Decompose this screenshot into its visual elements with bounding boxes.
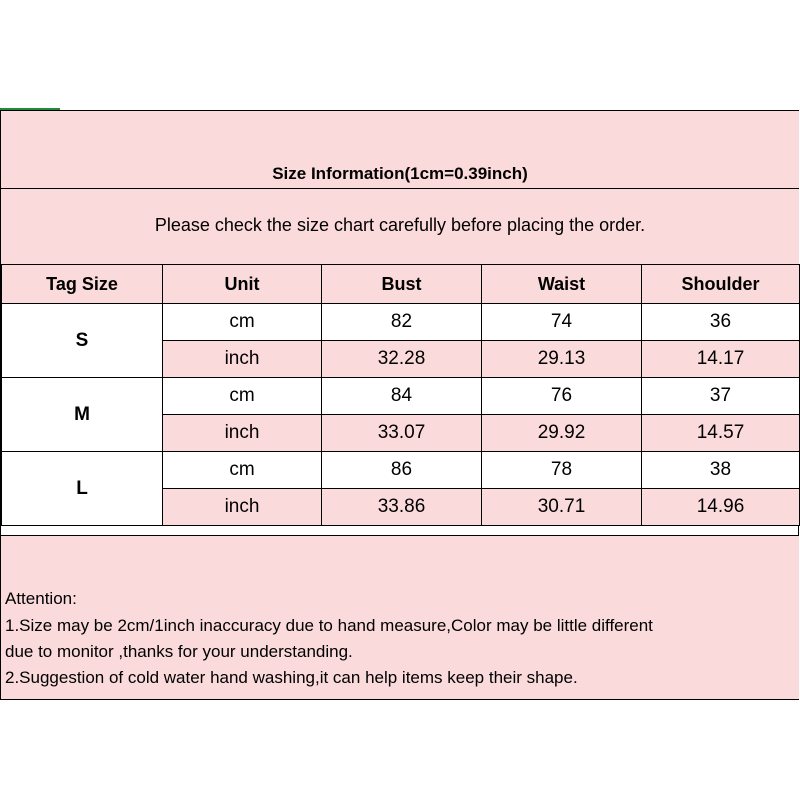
title-section	[1, 110, 799, 188]
unit-cell: cm	[163, 378, 322, 415]
waist-cell: 29.13	[482, 341, 642, 378]
header-bust: Bust	[322, 265, 482, 304]
chart-title: Size Information(1cm=0.39inch)	[272, 164, 528, 183]
shoulder-cell: 14.57	[642, 415, 800, 452]
tag-size-cell: M	[2, 378, 163, 452]
unit-cell: cm	[163, 304, 322, 341]
attention-section	[1, 587, 799, 699]
bust-cell: 33.86	[322, 489, 482, 526]
unit-cell: inch	[163, 341, 322, 378]
waist-cell: 74	[482, 304, 642, 341]
tag-size-cell: S	[2, 304, 163, 378]
header-waist: Waist	[482, 265, 642, 304]
bust-cell: 33.07	[322, 415, 482, 452]
shoulder-cell: 38	[642, 452, 800, 489]
bust-cell: 84	[322, 378, 482, 415]
size-table	[1, 264, 800, 526]
waist-cell: 78	[482, 452, 642, 489]
waist-cell: 30.71	[482, 489, 642, 526]
table-row	[2, 304, 800, 341]
size-chart	[0, 110, 799, 700]
attention-heading: Attention:	[5, 589, 77, 608]
shoulder-cell: 37	[642, 378, 800, 415]
waist-cell: 29.92	[482, 415, 642, 452]
unit-cell: cm	[163, 452, 322, 489]
chart-subtitle: Please check the size chart carefully before placing the order.	[154, 215, 646, 235]
bust-cell: 32.28	[322, 341, 482, 378]
waist-cell: 76	[482, 378, 642, 415]
header-tag-size: Tag Size	[2, 265, 163, 304]
attention-line-2: due to monitor ,thanks for your understanding.	[5, 642, 353, 661]
tag-size-cell: L	[2, 452, 163, 526]
table-header-row	[2, 265, 800, 304]
header-shoulder: Shoulder	[642, 265, 800, 304]
bust-cell: 86	[322, 452, 482, 489]
attention-line-3: 2.Suggestion of cold water hand washing,it can help items keep their shape.	[5, 668, 578, 687]
shoulder-cell: 36	[642, 304, 800, 341]
shoulder-cell: 14.96	[642, 489, 800, 526]
table-row	[2, 452, 800, 489]
bust-cell: 82	[322, 304, 482, 341]
attention-line-1: 1.Size may be 2cm/1inch inaccuracy due to hand measure,Color may be little different	[5, 616, 653, 635]
header-unit: Unit	[163, 265, 322, 304]
unit-cell: inch	[163, 489, 322, 526]
shoulder-cell: 14.17	[642, 341, 800, 378]
unit-cell: inch	[163, 415, 322, 452]
subtitle-section	[1, 188, 799, 264]
table-row	[2, 378, 800, 415]
spacer-section	[1, 535, 799, 587]
